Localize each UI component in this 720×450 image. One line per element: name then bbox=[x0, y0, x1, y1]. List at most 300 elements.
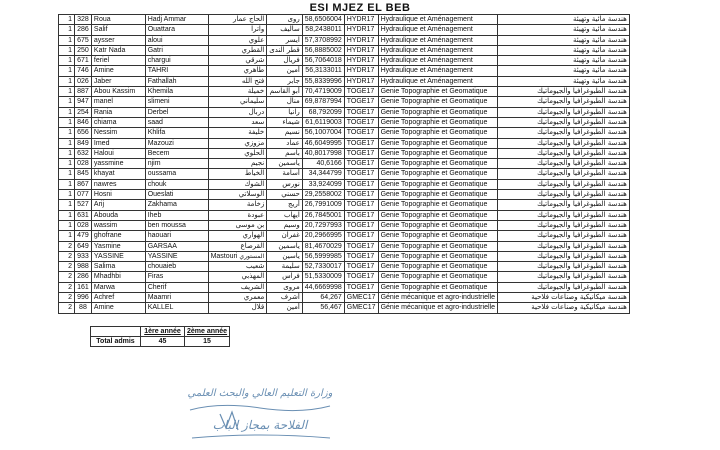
total-label: Total admis bbox=[91, 337, 141, 347]
program-name: Hydraulique et Aménagement bbox=[378, 35, 497, 45]
summary-table bbox=[90, 326, 230, 347]
program-name: Genie Topographie et Geomatique bbox=[378, 241, 497, 251]
row-index: 1 bbox=[59, 190, 75, 200]
program-name: Genie Topographie et Geomatique bbox=[378, 128, 497, 138]
last-name: oussama bbox=[145, 169, 208, 179]
program-code: HYDR17 bbox=[344, 76, 378, 86]
arabic-first-name: نورس bbox=[267, 179, 303, 189]
candidate-number: 286 bbox=[75, 272, 92, 282]
last-name: aloui bbox=[145, 35, 208, 45]
candidate-number: 479 bbox=[75, 231, 92, 241]
arabic-last-name: زخامة bbox=[208, 200, 267, 210]
arabic-first-name: نسيم bbox=[267, 128, 303, 138]
program-code: GMEC17 bbox=[344, 293, 378, 303]
candidate-number: 254 bbox=[75, 107, 92, 117]
page-title: ESI MJEZ EL BEB bbox=[309, 2, 411, 14]
program-code: TOGE17 bbox=[344, 179, 378, 189]
arabic-last-name: الحلوي bbox=[208, 148, 267, 158]
last-name-repeat: Mastouri bbox=[210, 252, 238, 260]
program-name: Genie Topographie et Geomatique bbox=[378, 210, 497, 220]
program-name: Hydraulique et Aménagement bbox=[378, 56, 497, 66]
first-name: Abouda bbox=[91, 210, 145, 220]
row-index: 2 bbox=[59, 303, 75, 313]
arabic-first-name: ياسمين bbox=[267, 241, 303, 251]
candidate-number: 286 bbox=[75, 25, 92, 35]
row-index: 1 bbox=[59, 138, 75, 148]
program-name: Hydraulique et Aménagement bbox=[378, 15, 497, 25]
first-name: yassmine bbox=[91, 159, 145, 169]
program-code: TOGE17 bbox=[344, 272, 378, 282]
summary-total-row bbox=[91, 337, 230, 347]
first-name: Salif bbox=[91, 25, 145, 35]
arabic-first-name: أمين bbox=[267, 303, 303, 313]
program-name: Genie Topographie et Geomatique bbox=[378, 159, 497, 169]
candidate-number: 527 bbox=[75, 200, 92, 210]
first-name: Abou Kassim bbox=[91, 87, 145, 97]
table-row bbox=[59, 200, 720, 210]
program-code: HYDR17 bbox=[344, 56, 378, 66]
last-name: Ouattara bbox=[145, 25, 208, 35]
arabic-last-name: عبودة bbox=[208, 210, 267, 220]
arabic-last-name: شرقي bbox=[208, 56, 267, 66]
score: 58,2438011 bbox=[302, 25, 344, 35]
program-name: Genie Topographie et Geomatique bbox=[378, 262, 497, 272]
row-index: 1 bbox=[59, 117, 75, 127]
last-name: slimeni bbox=[145, 97, 208, 107]
program-code: TOGE17 bbox=[344, 251, 378, 261]
program-name-arabic: هندسة الطبوغرافيا والجيوماتيك bbox=[497, 282, 629, 292]
table-row bbox=[59, 117, 720, 127]
first-name: nawres bbox=[91, 179, 145, 189]
table-row bbox=[59, 293, 720, 303]
arabic-first-name: أمين bbox=[267, 66, 303, 76]
last-name: KALLEL bbox=[145, 303, 208, 313]
row-index: 1 bbox=[59, 76, 75, 86]
first-name: chiama bbox=[91, 117, 145, 127]
program-name-arabic: هندسة مائية وتهيئة bbox=[497, 15, 629, 25]
table-row bbox=[59, 148, 720, 158]
arabic-first-name: روى bbox=[267, 15, 303, 25]
last-name: saad bbox=[145, 117, 208, 127]
program-code: HYDR17 bbox=[344, 35, 378, 45]
program-name-arabic: هندسة ميكانيكية وصناعات فلاحية bbox=[497, 303, 629, 313]
arabic-last-name: الشوك bbox=[208, 179, 267, 189]
program-name-arabic: هندسة الطبوغرافيا والجيوماتيك bbox=[497, 251, 629, 261]
last-name: Khemila bbox=[145, 87, 208, 97]
score: 68,792099 bbox=[302, 107, 344, 117]
score: 69,8787994 bbox=[302, 97, 344, 107]
program-code: TOGE17 bbox=[344, 210, 378, 220]
table-row bbox=[59, 190, 720, 200]
program-name: Genie Topographie et Geomatique bbox=[378, 87, 497, 97]
arabic-last-name: دربال bbox=[208, 107, 267, 117]
table-row bbox=[59, 25, 720, 35]
candidate-number: 026 bbox=[75, 76, 92, 86]
first-name: Katr Nada bbox=[91, 45, 145, 55]
program-name-arabic: هندسة مائية وتهيئة bbox=[497, 25, 629, 35]
program-name: Génie mécanique et agro-industrielle bbox=[378, 293, 497, 303]
first-name: ghofrane bbox=[91, 231, 145, 241]
candidate-number: 947 bbox=[75, 97, 92, 107]
score: 34,344799 bbox=[302, 169, 344, 179]
arabic-first-name: أريج bbox=[267, 200, 303, 210]
score: 58,6506004 bbox=[302, 15, 344, 25]
name-repeat-cell bbox=[145, 251, 208, 261]
year1-label: 1ère année bbox=[141, 327, 185, 337]
score: 81,4670029 bbox=[302, 241, 344, 251]
last-name: Firas bbox=[145, 272, 208, 282]
last-name: GARSAA bbox=[145, 241, 208, 251]
candidate-number: 867 bbox=[75, 179, 92, 189]
table-row bbox=[59, 220, 720, 230]
program-name: Genie Topographie et Geomatique bbox=[378, 148, 497, 158]
program-name-arabic: هندسة الطبوغرافيا والجيوماتيك bbox=[497, 179, 629, 189]
table-row bbox=[59, 159, 720, 169]
program-name: Genie Topographie et Geomatique bbox=[378, 117, 497, 127]
program-name-arabic: هندسة الطبوغرافيا والجيوماتيك bbox=[497, 107, 629, 117]
candidate-number: 887 bbox=[75, 87, 92, 97]
arabic-last-name: مزوزي bbox=[208, 138, 267, 148]
candidate-number: 077 bbox=[75, 190, 92, 200]
arabic-last-name: فتح الله bbox=[208, 76, 267, 86]
row-index: 1 bbox=[59, 128, 75, 138]
candidate-number: 933 bbox=[75, 251, 92, 261]
score: 56,8885002 bbox=[302, 45, 344, 55]
arabic-last-name: واترا bbox=[208, 25, 267, 35]
program-name-arabic: هندسة الطبوغرافيا والجيوماتيك bbox=[497, 138, 629, 148]
year1-total: 45 bbox=[141, 337, 185, 347]
score: 57,3708992 bbox=[302, 35, 344, 45]
arabic-last-name: خميلة bbox=[208, 87, 267, 97]
first-name: aysser bbox=[91, 35, 145, 45]
first-name: Roua bbox=[91, 15, 145, 25]
candidate-number: 846 bbox=[75, 117, 92, 127]
program-code: TOGE17 bbox=[344, 220, 378, 230]
first-name: Arij bbox=[91, 200, 145, 210]
row-index: 2 bbox=[59, 282, 75, 292]
first-name-repeat: YASSINE bbox=[147, 252, 178, 260]
score: 64,267 bbox=[302, 293, 344, 303]
score: 33,924099 bbox=[302, 179, 344, 189]
candidate-number: 675 bbox=[75, 35, 92, 45]
arabic-first-name: أشرف bbox=[267, 293, 303, 303]
program-name: Hydraulique et Aménagement bbox=[378, 66, 497, 76]
ministry-stamp bbox=[180, 388, 340, 444]
program-name: Genie Topographie et Geomatique bbox=[378, 179, 497, 189]
program-code: HYDR17 bbox=[344, 45, 378, 55]
row-index: 1 bbox=[59, 56, 75, 66]
candidate-number: 88 bbox=[75, 303, 92, 313]
program-name: Genie Topographie et Geomatique bbox=[378, 220, 497, 230]
table-row bbox=[59, 87, 720, 97]
row-index: 1 bbox=[59, 25, 75, 35]
arabic-last-name: المهذبي bbox=[208, 272, 267, 282]
arabic-first-name: ايهاب bbox=[267, 210, 303, 220]
last-name: Fathallah bbox=[145, 76, 208, 86]
table-row bbox=[59, 210, 720, 220]
program-name: Genie Topographie et Geomatique bbox=[378, 272, 497, 282]
arabic-first-name: مروى bbox=[267, 282, 303, 292]
program-code: HYDR17 bbox=[344, 66, 378, 76]
score: 52,7330017 bbox=[302, 262, 344, 272]
first-name: Nessim bbox=[91, 128, 145, 138]
program-code: TOGE17 bbox=[344, 190, 378, 200]
score: 20,2966995 bbox=[302, 231, 344, 241]
arabic-first-name: أبو القاسم bbox=[267, 87, 303, 97]
last-name: Becem bbox=[145, 148, 208, 158]
arabic-first-name: فراس bbox=[267, 272, 303, 282]
candidate-number: 028 bbox=[75, 159, 92, 169]
arabic-last-name: بن موسى bbox=[208, 220, 267, 230]
row-index: 2 bbox=[59, 241, 75, 251]
table-row bbox=[59, 251, 720, 261]
program-name: Hydraulique et Aménagement bbox=[378, 76, 497, 86]
arabic-first-name: منال bbox=[267, 97, 303, 107]
candidate-number: 161 bbox=[75, 282, 92, 292]
table-row bbox=[59, 231, 720, 241]
table-row bbox=[59, 138, 720, 148]
score: 56,3133011 bbox=[302, 66, 344, 76]
program-name: Genie Topographie et Geomatique bbox=[378, 200, 497, 210]
arabic-first-name: ياسمين bbox=[267, 159, 303, 169]
last-name: chargui bbox=[145, 56, 208, 66]
program-name-arabic: هندسة الطبوغرافيا والجيوماتيك bbox=[497, 87, 629, 97]
arabic-last-name: الهواري bbox=[208, 231, 267, 241]
arabic-last-name: الحاج عمار bbox=[208, 15, 267, 25]
program-name-arabic: هندسة الطبوغرافيا والجيوماتيك bbox=[497, 97, 629, 107]
first-name: Haloui bbox=[91, 148, 145, 158]
table-row bbox=[59, 262, 720, 272]
program-name-arabic: هندسة الطبوغرافيا والجيوماتيك bbox=[497, 262, 629, 272]
arabic-first-name: أسامة bbox=[267, 169, 303, 179]
last-name: chouk bbox=[145, 179, 208, 189]
score: 26,7845001 bbox=[302, 210, 344, 220]
score: 51,5330009 bbox=[302, 272, 344, 282]
table-row bbox=[59, 15, 720, 25]
last-name: Hadj Ammar bbox=[145, 15, 208, 25]
row-index: 1 bbox=[59, 66, 75, 76]
first-name: Amine bbox=[91, 66, 145, 76]
table-row bbox=[59, 97, 720, 107]
table-row bbox=[59, 169, 720, 179]
score: 40,6166 bbox=[302, 159, 344, 169]
first-name: wassim bbox=[91, 220, 145, 230]
arabic-first-name: شيماء bbox=[267, 117, 303, 127]
last-name: Gatri bbox=[145, 45, 208, 55]
score: 56,1007004 bbox=[302, 128, 344, 138]
table-row bbox=[59, 76, 720, 86]
table-row bbox=[59, 179, 720, 189]
score: 56,5999985 bbox=[302, 251, 344, 261]
table-body bbox=[59, 15, 720, 314]
program-name-arabic: هندسة الطبوغرافيا والجيوماتيك bbox=[497, 231, 629, 241]
arabic-last-name: الوسلاتي bbox=[208, 190, 267, 200]
score: 55,8339996 bbox=[302, 76, 344, 86]
last-name: chouaieb bbox=[145, 262, 208, 272]
program-name: Génie mécanique et agro-industrielle bbox=[378, 303, 497, 313]
stamp-line-school: الفلاحة بمجاز الباب bbox=[212, 418, 308, 432]
program-code: TOGE17 bbox=[344, 97, 378, 107]
candidate-number: 250 bbox=[75, 45, 92, 55]
first-name: YASSINE bbox=[91, 251, 145, 261]
row-index: 1 bbox=[59, 87, 75, 97]
table-row bbox=[59, 282, 720, 292]
program-code: TOGE17 bbox=[344, 282, 378, 292]
last-name: ben moussa bbox=[145, 220, 208, 230]
program-code: TOGE17 bbox=[344, 200, 378, 210]
program-name-arabic: هندسة الطبوغرافيا والجيوماتيك bbox=[497, 272, 629, 282]
row-index: 1 bbox=[59, 148, 75, 158]
program-code: TOGE17 bbox=[344, 231, 378, 241]
row-index: 2 bbox=[59, 293, 75, 303]
program-name-arabic: هندسة الطبوغرافيا والجيوماتيك bbox=[497, 169, 629, 179]
candidate-number: 845 bbox=[75, 169, 92, 179]
row-index: 1 bbox=[59, 159, 75, 169]
admissions-table bbox=[58, 14, 720, 314]
first-name: Achref bbox=[91, 293, 145, 303]
program-name: Genie Topographie et Geomatique bbox=[378, 282, 497, 292]
table-row bbox=[59, 272, 720, 282]
last-name: TAHRI bbox=[145, 66, 208, 76]
program-name: Genie Topographie et Geomatique bbox=[378, 107, 497, 117]
row-index: 1 bbox=[59, 15, 75, 25]
arabic-last-name: سليماني bbox=[208, 97, 267, 107]
arabic-last-name: المستوري bbox=[239, 252, 265, 260]
candidate-number: 649 bbox=[75, 241, 92, 251]
program-name-arabic: هندسة ميكانيكية وصناعات فلاحية bbox=[497, 293, 629, 303]
program-name-arabic: هندسة الطبوغرافيا والجيوماتيك bbox=[497, 128, 629, 138]
last-name: Oueslati bbox=[145, 190, 208, 200]
row-index: 1 bbox=[59, 210, 75, 220]
program-code: TOGE17 bbox=[344, 117, 378, 127]
arabic-last-name: سعد bbox=[208, 117, 267, 127]
arabic-last-name: معمري bbox=[208, 293, 267, 303]
score: 26,7991009 bbox=[302, 200, 344, 210]
program-code: HYDR17 bbox=[344, 25, 378, 35]
row-index: 1 bbox=[59, 107, 75, 117]
year2-total: 15 bbox=[185, 337, 230, 347]
table-row bbox=[59, 35, 720, 45]
program-name-arabic: هندسة مائية وتهيئة bbox=[497, 76, 629, 86]
program-code: HYDR17 bbox=[344, 15, 378, 25]
last-name: Khlifa bbox=[145, 128, 208, 138]
candidate-number: 328 bbox=[75, 15, 92, 25]
candidate-number: 996 bbox=[75, 293, 92, 303]
program-name: Genie Topographie et Geomatique bbox=[378, 251, 497, 261]
row-index: 2 bbox=[59, 251, 75, 261]
year2-label: 2ème année bbox=[185, 327, 230, 337]
candidate-number: 028 bbox=[75, 220, 92, 230]
program-name-arabic: هندسة الطبوغرافيا والجيوماتيك bbox=[497, 159, 629, 169]
score: 44,6669998 bbox=[302, 282, 344, 292]
arabic-first-name: باسم bbox=[267, 148, 303, 158]
candidate-number: 849 bbox=[75, 138, 92, 148]
arabic-first-name: غفران bbox=[267, 231, 303, 241]
program-name: Genie Topographie et Geomatique bbox=[378, 97, 497, 107]
arabic-first-name: وسيم bbox=[267, 220, 303, 230]
first-name: feriel bbox=[91, 56, 145, 66]
table-row bbox=[59, 241, 720, 251]
arabic-last-name: طاهري bbox=[208, 66, 267, 76]
score: 20,7297993 bbox=[302, 220, 344, 230]
last-name: haouari bbox=[145, 231, 208, 241]
table-row bbox=[59, 303, 720, 313]
first-name: manel bbox=[91, 97, 145, 107]
score: 40,8017998 bbox=[302, 148, 344, 158]
program-code: TOGE17 bbox=[344, 107, 378, 117]
program-name-arabic: هندسة مائية وتهيئة bbox=[497, 35, 629, 45]
arabic-first-name: ساليف bbox=[267, 25, 303, 35]
last-name: Zakhama bbox=[145, 200, 208, 210]
last-name: njim bbox=[145, 159, 208, 169]
program-name-arabic: هندسة الطبوغرافيا والجيوماتيك bbox=[497, 117, 629, 127]
first-name: Rania bbox=[91, 107, 145, 117]
program-name: Genie Topographie et Geomatique bbox=[378, 190, 497, 200]
arabic-first-name: عماد bbox=[267, 138, 303, 148]
arabic-first-name: جابر bbox=[267, 76, 303, 86]
score: 46,6049995 bbox=[302, 138, 344, 148]
row-index: 2 bbox=[59, 272, 75, 282]
row-index: 2 bbox=[59, 262, 75, 272]
arabic-first-name: قطر الندى bbox=[267, 45, 303, 55]
candidate-number: 746 bbox=[75, 66, 92, 76]
candidate-number: 656 bbox=[75, 128, 92, 138]
arabic-last-name: الخياط bbox=[208, 169, 267, 179]
arabic-last-name: خليفة bbox=[208, 128, 267, 138]
candidate-number: 631 bbox=[75, 210, 92, 220]
table-row bbox=[59, 66, 720, 76]
program-name-arabic: هندسة مائية وتهيئة bbox=[497, 66, 629, 76]
program-code: TOGE17 bbox=[344, 148, 378, 158]
summary-header-row bbox=[91, 327, 230, 337]
program-name: Genie Topographie et Geomatique bbox=[378, 231, 497, 241]
arabic-last-name: القرصاع bbox=[208, 241, 267, 251]
program-code: TOGE17 bbox=[344, 128, 378, 138]
program-name-arabic: هندسة الطبوغرافيا والجيوماتيك bbox=[497, 220, 629, 230]
table-row bbox=[59, 128, 720, 138]
last-name: Derbel bbox=[145, 107, 208, 117]
program-name-arabic: هندسة الطبوغرافيا والجيوماتيك bbox=[497, 210, 629, 220]
arabic-last-name: شعيب bbox=[208, 262, 267, 272]
row-index: 1 bbox=[59, 97, 75, 107]
first-name: Amine bbox=[91, 303, 145, 313]
program-name: Genie Topographie et Geomatique bbox=[378, 169, 497, 179]
program-name-arabic: هندسة الطبوغرافيا والجيوماتيك bbox=[497, 241, 629, 251]
program-code: TOGE17 bbox=[344, 169, 378, 179]
row-index: 1 bbox=[59, 35, 75, 45]
row-index: 1 bbox=[59, 220, 75, 230]
arabic-last-name: قلال bbox=[208, 303, 267, 313]
program-code: TOGE17 bbox=[344, 241, 378, 251]
program-name-arabic: هندسة الطبوغرافيا والجيوماتيك bbox=[497, 148, 629, 158]
program-code: TOGE17 bbox=[344, 87, 378, 97]
candidate-number: 988 bbox=[75, 262, 92, 272]
last-name: Mazouzi bbox=[145, 138, 208, 148]
arabic-last-name: علوي bbox=[208, 35, 267, 45]
first-name: Hosni bbox=[91, 190, 145, 200]
arabic-first-name: حسني bbox=[267, 190, 303, 200]
first-name: Yasmine bbox=[91, 241, 145, 251]
score: 56,467 bbox=[302, 303, 344, 313]
first-name: khayat bbox=[91, 169, 145, 179]
arabic-first-name: ايسر bbox=[267, 35, 303, 45]
first-name: Mhadhbi bbox=[91, 272, 145, 282]
program-name: Hydraulique et Aménagement bbox=[378, 25, 497, 35]
score: 29,2558002 bbox=[302, 190, 344, 200]
program-name: Genie Topographie et Geomatique bbox=[378, 138, 497, 148]
program-name-arabic: هندسة الطبوغرافيا والجيوماتيك bbox=[497, 190, 629, 200]
candidate-number: 671 bbox=[75, 56, 92, 66]
